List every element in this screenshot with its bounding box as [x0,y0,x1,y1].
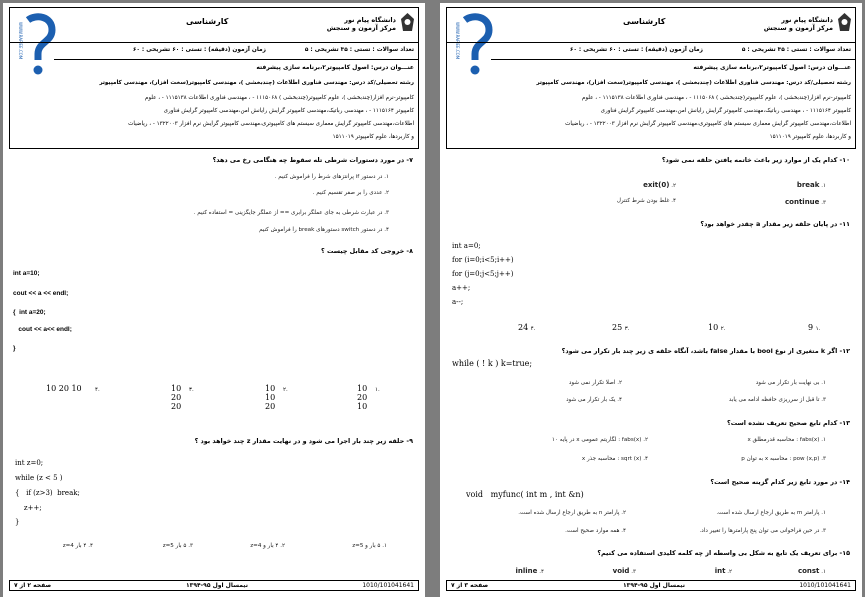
q9-option-1: ۱. ۵ بار و z=5 [352,543,387,549]
center-title: کارشناسی [186,17,229,26]
q11-option-4: 24 ۴. [518,323,536,332]
q10-option-2-text: exit(0) [643,181,670,189]
q9-option-3-text: ۵ بار z=5 [162,543,187,549]
footer-term: نیمسال اول ۹۵-۱۳۹۴ [186,582,248,589]
q8-code-line-3: { int a=20; [13,309,46,316]
q12-option-2-text: اصلا تکرار نمی شود [568,380,616,386]
question-14: ۱۴- در مورد تابع زیر کدام گزینه صحیح است؟ [710,478,850,486]
q8-option-2 [265,384,275,411]
q8-code-line-2: cout << a << endl; [13,290,69,297]
q11-option-4-text: 24 [518,323,529,332]
q8-option-2-line-3: 20 [265,402,276,411]
question-12: ۱۲- اگر k متغیری از نوع bool با مقدار false باشد، آنگاه حلقه ی زیر چند بار تکرار می شود؟ [561,347,850,355]
q12-option-3: ۳. تا قبل از سرریزی حافظه ادامه می یابد [728,397,826,403]
page-footer [9,580,419,591]
questions-count: تعداد سوالات : تستی : ۳۵ تشریحی : ۵ [304,47,414,53]
q8-code-line-5: } [13,345,16,352]
center-title: کارشناسی [623,17,666,26]
q15-option-4: ۴. inline [515,567,544,575]
q11-option-1-text: 9 [808,323,814,332]
q12-option-4-text: یک بار تکرار می شود [566,397,616,403]
footer-term: نیمسال اول ۹۵-۱۳۹۴ [623,582,685,589]
q8-code-line-1: int a=10; [13,270,40,277]
q10-option-1-text: break [796,181,820,189]
question-7: ۷- در مورد دستورات شرطی تله سقوط چه هنگامی رخ می دهد؟ [212,156,413,164]
q9-code-line-5: } [15,518,20,526]
q13-option-1-text: fabs(x) : محاسبه قدرمطلق x [747,437,820,443]
q15-option-3: ۳. void [612,567,636,575]
q12-option-4: ۴. یک بار تکرار می شود [566,397,622,403]
q8-option-1-number: ۱. [375,387,380,393]
q15-option-2: ۲. int [714,567,732,575]
q8-option-4: 10 20 10 [46,384,82,393]
exam-header [446,7,856,149]
q9-code-line-1: int z=0; [15,459,44,467]
q11-code-line-5: a--; [452,298,464,306]
q14-option-2: ۲. پارامتر n به طریق ارجاع ارسال شده است. [518,510,626,516]
q8-option-2-number: ۲. [283,387,288,393]
university-emblem-icon [836,12,853,33]
q8-option-1-line-1: 10 [357,384,368,393]
exam-page-left [3,3,425,597]
q9-code-line-2: while (z < 5 ) [15,474,63,482]
q13-option-3-text: pow (x,p) : محاسبه x به توان p [741,456,820,462]
q11-code-line-3: for (j=0;j<5;j++) [452,270,514,278]
course-title: عنـــوان درس: اصول کامپیوتر۲،برنامه سازی پیشرفته [256,64,414,71]
q10-option-2: ۲. exit(0) [643,181,676,189]
major-line1: رشته تحصیلی/کد درس: مهندسی فناوری اطلاعات (چندبخشی )، مهندسی کامپیوتر(سخت افزار)، مهندسی کامپیوتر [536,80,851,86]
q9-option-4: ۴. ۴ بار z=4 [62,543,93,549]
q15-option-4-text: inline [515,567,538,575]
q8-option-3-line-3: 20 [171,402,182,411]
q11-code-line-1: int a=0; [452,242,481,250]
q11-option-3: 25 ۳. [612,323,630,332]
page-footer [446,580,856,591]
q9-option-4-text: ۴ بار z=4 [62,543,87,549]
q8-option-3-line-1: 10 [171,384,182,393]
q13-option-4: ۴. sqrt (x) : محاسبه جذر x [581,456,648,462]
q14-option-1: ۱. پارامتر m به طریق ارجاع ارسال شده است. [716,510,826,516]
university-emblem-icon [399,12,416,33]
q11-option-3-text: 25 [612,323,623,332]
q12-code: while ( ! k ) k=true; [452,359,533,368]
q13-option-4-text: sqrt (x) : محاسبه جذر x [581,456,642,462]
q11-option-1: 9 ۱. [808,323,821,332]
exam-header [9,7,419,149]
major-line2: کامپیوتر-نرم افزار(چندبخشی )، علوم کامپیوتر(چندبخشی ) ۱۱۱۵۰۶۸ - ، مهندسی فناوری اطلاعات ۱۱۱۵۱۳۸ - ، علوم [144,95,414,101]
q14-option-4: ۴. همه موارد صحیح است. [565,528,626,534]
footer-code: 1010/101041641 [362,582,414,589]
q8-option-1 [357,384,367,411]
q15-option-1: ۱. const [797,567,826,575]
q8-option-1-line-2: 20 [357,393,368,402]
exam-time: زمان آزمون (دقیقه) : تستی : ۶۰ تشریحی : ۶۰ [132,47,266,53]
q13-option-1: ۱. fabs(x) : محاسبه قدرمطلق x [747,437,826,443]
q8-option-2-line-2: 10 [265,393,276,402]
q8-option-3 [171,384,181,411]
questions-count: تعداد سوالات : تستی : ۳۵ تشریحی : ۵ [741,47,851,53]
q11-code-line-4: a++; [452,284,471,292]
major-line4: اطلاعات،مهندسی کامپیوتر گرایش معماری سیستم های کامپیوتری،مهندسی کامپیوتر گرایش نرم افزار ۱۳۲۲۰۰۳ - ، ریاضیات [565,121,851,127]
question-10: ۱۰- کدام یک از موارد زیر باعث خاتمه یافتن حلقه نمی شود؟ [661,156,850,164]
q9-code-line-3: { if (z>3) break; [15,489,80,497]
q8-code-line-4: cout << a<< endl; [13,326,72,333]
q12-option-2: ۲. اصلا تکرار نمی شود [568,380,622,386]
q15-option-1-text: const [797,567,820,575]
university-line1: دانشگاه پیام نور [781,16,833,24]
q9-option-1-text: ۵ بار و z=5 [352,543,381,549]
exam-time: زمان آزمون (دقیقه) : تستی : ۶۰ تشریحی : ۶۰ [569,47,703,53]
q12-option-1: ۱. بی نهایت بار تکرار می شود [755,380,826,386]
svg-text:WWW.RAFIEE.COM: WWW.RAFIEE.COM [18,22,23,60]
q11-option-2: 10 ۲. [708,323,726,332]
svg-text:WWW.RAFIEE.COM: WWW.RAFIEE.COM [455,22,460,60]
course-title: عنـــوان درس: اصول کامپیوتر۲،برنامه سازی پیشرفته [693,64,851,71]
q10-option-3-text: continue [785,198,820,206]
university-name [327,16,396,32]
question-11: ۱۱- در پایان حلقه زیر مقدار a چقدر خواهد بود؟ [700,220,850,228]
q10-option-1: ۱. break [796,181,826,189]
q8-option-1-line-3: 10 [357,402,368,411]
q12-option-3-text: تا قبل از سرریزی حافظه ادامه می یابد [728,397,820,403]
q9-code-line-4: z++; [15,504,42,512]
q15-option-3-text: void [612,567,630,575]
q11-option-2-text: 10 [708,323,719,332]
q11-code-line-2: for (i=0;i<5;i++) [452,256,514,264]
q12-option-1-text: بی نهایت بار تکرار می شود [755,380,820,386]
university-line1: دانشگاه پیام نور [344,16,396,24]
q10-option-4-text: غلط بودن شرط کنترل [616,198,670,204]
q15-option-2-text: int [714,567,726,575]
q8-option-3-line-2: 20 [171,393,182,402]
q8-option-4-number: ۴. [95,387,100,393]
q8-option-2-line-1: 10 [265,384,276,393]
question-15: ۱۵- برای تعریف یک تابع به شکل بی واسطه از چه کلمه کلیدی استفاده می کنیم؟ [597,549,850,557]
major-line2: کامپیوتر-نرم افزار(چندبخشی )، علوم کامپیوتر(چندبخشی ) ۱۱۱۵۰۶۸ - ، مهندسی فناوری اطلاعات ۱۱۱۵۱۳۸ - ، علوم [581,95,851,101]
footer-page-number: صفحه ۳ از ۷ [451,582,489,589]
q9-option-2: ۲. ۴ بار و z=4 [250,543,285,549]
q9-option-2-text: ۴ بار و z=4 [250,543,279,549]
university-name [764,16,833,32]
major-line3: کامپیوتر ۱۱۱۵۱۶۴ - ، مهندسی رباتیک،مهندسی کامپیوتر گرایش رایانش امن،مهندسی کامپیوتر گرایش فناوری [600,108,851,114]
major-line5: و کاربردها، علوم کامپیوتر ۱۵۱۱۰۱۹ [769,134,851,140]
q10-option-3: ۳. continue [785,198,826,206]
q7-option-3: ۳. در عبارت شرطی به جای عملگر برابری == از عملگر جایگزینی = استفاده کنیم . [193,210,389,216]
question-8: ۸- خروجی کد مقابل چیست ؟ [321,247,413,255]
exam-page-right [440,3,862,597]
question-9: ۹- حلقه زیر چند بار اجرا می شود و در نهایت مقدار z چند خواهد بود ؟ [194,437,413,445]
major-line5: و کاربردها، علوم کامپیوتر ۱۵۱۱۰۱۹ [332,134,414,140]
university-line2: مرکز آزمون و سنجش [326,24,396,33]
university-line2: مرکز آزمون و سنجش [763,24,833,33]
question-13: ۱۳- کدام تابع صحیح تعریف نشده است؟ [727,419,850,427]
footer-page-number: صفحه ۲ از ۷ [14,582,52,589]
major-line1: رشته تحصیلی/کد درس: مهندسی فناوری اطلاعات (چندبخشی )، مهندسی کامپیوتر(سخت افزار)، مهندسی کامپیوتر [99,80,414,86]
q8-option-3-number: ۳. [189,387,194,393]
q14-code: void myfunc( int m , int &n) [466,490,584,499]
major-line4: اطلاعات،مهندسی کامپیوتر گرایش معماری سیستم های کامپیوتری،مهندسی کامپیوتر گرایش نرم افزار ۱۳۲۲۰۰۳ - ، ریاضیات [128,121,414,127]
major-line3: کامپیوتر ۱۱۱۵۱۶۴ - ، مهندسی رباتیک،مهندسی کامپیوتر گرایش رایانش امن،مهندسی کامپیوتر گرایش فناوری [163,108,414,114]
q10-option-4: ۴. غلط بودن شرط کنترل [616,198,676,204]
q7-option-1: ۱. در دستور if پرانتزهای شرط را فراموش کنیم . [274,174,389,180]
q14-option-3: ۳. در حین فراخوانی می توان پنج پارامترها را تغییر داد. [699,528,826,534]
q13-option-2-text: fabs(x) : لگاریتم عمومی x در پایه ۱۰ [551,437,642,443]
q7-option-4: ۴. در دستور switch دستورهای break را فراموش کنیم [259,227,389,233]
q9-option-3: ۳. ۵ بار z=5 [162,543,193,549]
q13-option-3: ۳. pow (x,p) : محاسبه x به توان p [741,456,826,462]
q13-option-2: ۲. fabs(x) : لگاریتم عمومی x در پایه ۱۰ [551,437,648,443]
q7-option-2: ۲. عددی را بر صفر تقسیم کنیم . [312,190,389,196]
footer-code: 1010/101041641 [799,582,851,589]
